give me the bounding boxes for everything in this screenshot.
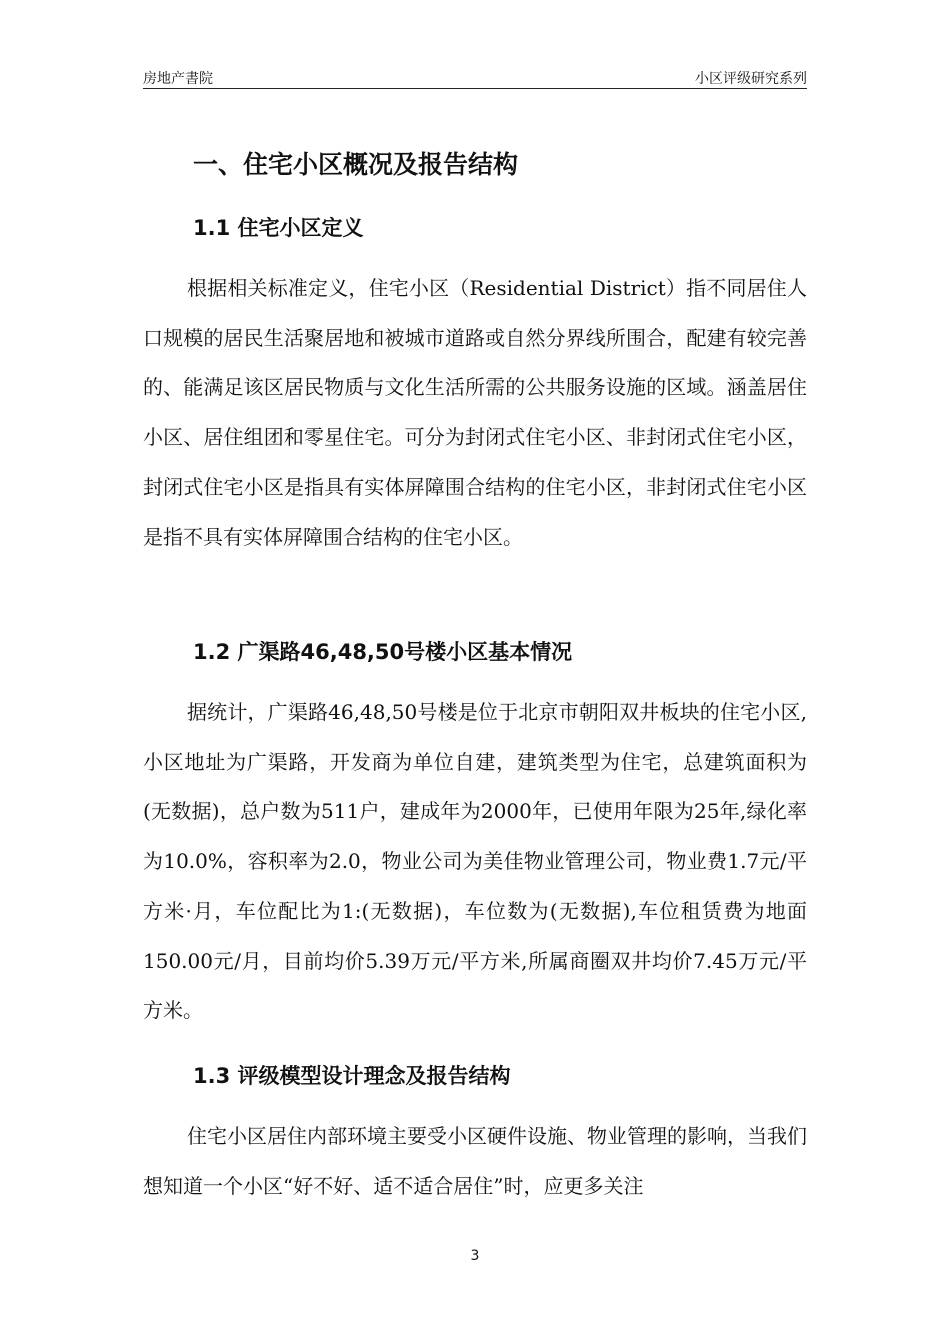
subsection-heading-1-2: 1.2 广渠路46,48,50号楼小区基本情况 xyxy=(193,640,573,664)
paragraph-model-design: 住宅小区居住内部环境主要受小区硬件设施、物业管理的影响，当我们想知道一个小区“好不好、适不适合居住”时，应更多关注 xyxy=(143,1124,807,1198)
page-number: 3 xyxy=(470,1248,480,1264)
subsection-heading-1-3: 1.3 评级模型设计理念及报告结构 xyxy=(193,1064,511,1088)
section-heading: 一、住宅小区概况及报告结构 xyxy=(193,150,519,179)
page-header xyxy=(143,64,807,89)
header-publisher: 房地产書院 xyxy=(143,71,213,87)
header-series-title: 小区评级研究系列 xyxy=(695,71,807,87)
paragraph-definition: 根据相关标准定义，住宅小区（Residential District）指不同居住人口规模的居民生活聚居地和被城市道路或自然分界线所围合，配建有较完善的、能满足该区居民物质与文化生活所需的公共服务设施的区域。涵盖居住小区、居住组团和零星住宅。可分为封闭式住宅小区、非封闭式住宅小区，封闭式住宅小区是指具有实体屏障围合结构的住宅小区，非封闭式住宅小区是指不具有实体屏障围合结构的住宅小区。 xyxy=(143,276,807,549)
paragraph-basic-info: 据统计，广渠路46,48,50号楼是位于北京市朝阳双井板块的住宅小区,小区地址为广渠路，开发商为单位自建，建筑类型为住宅，总建筑面积为(无数据)，总户数为511户，建成年为2000年，已使用年限为25年,绿化率为10.0%，容积率为2.0，物业公司为美佳物业管理公司，物业费1.7元/平方米·月，车位配比为1:(无数据)，车位数为(无数据),车位租赁费为地面150.00元/月，目前均价5.39万元/平方米,所属商圈双井均价7.45万元/平方米。 xyxy=(143,700,807,1023)
subsection-heading-1-1: 1.1 住宅小区定义 xyxy=(193,216,364,240)
